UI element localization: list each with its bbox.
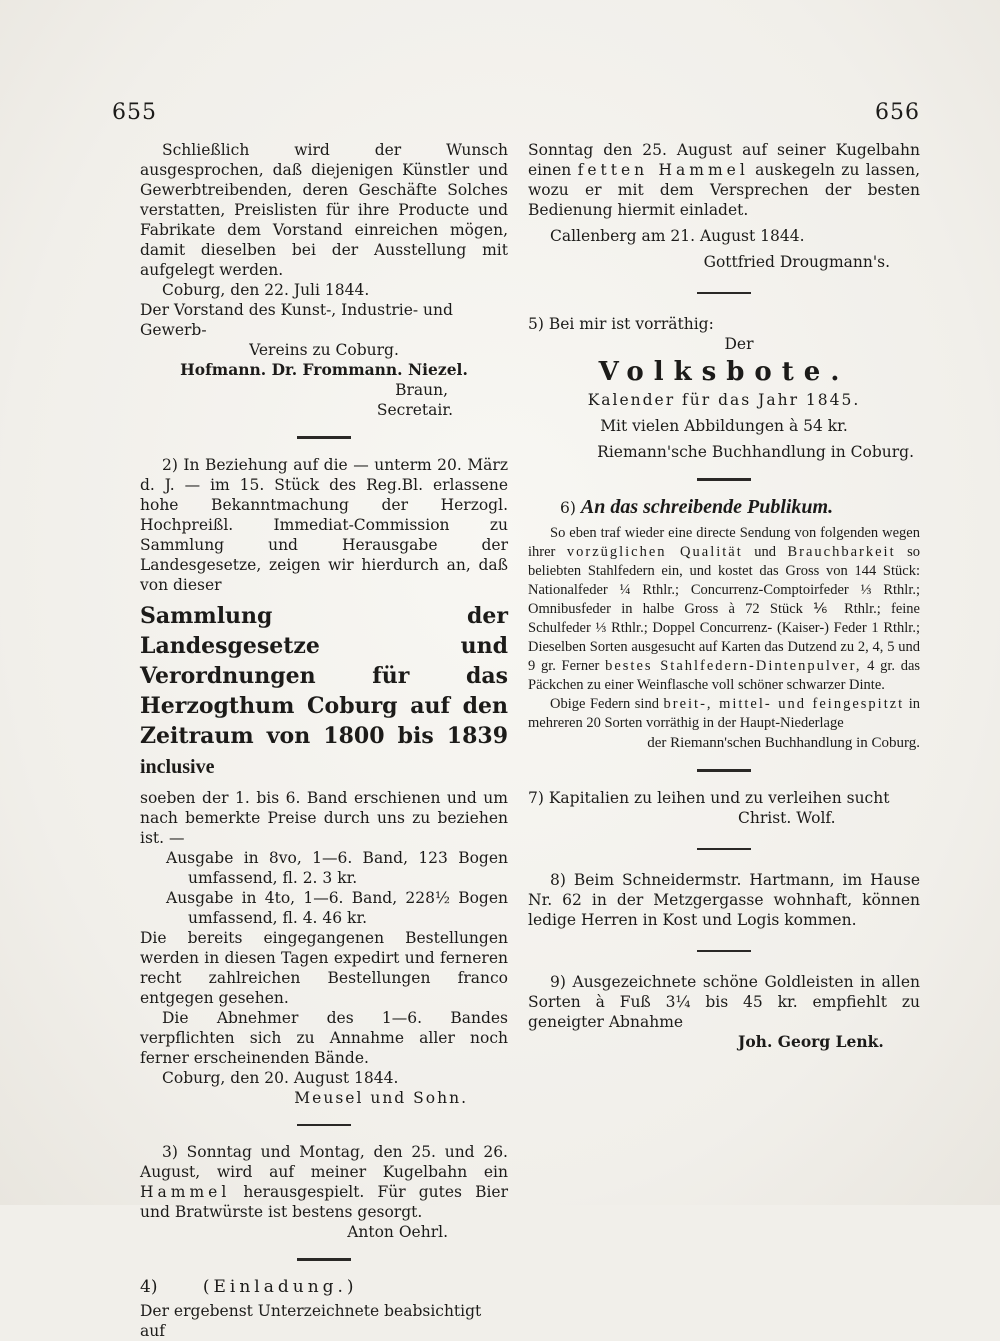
- signatory-braun: Braun,: [395, 381, 448, 399]
- intro-paragraph: Schließlich wird der Wunsch ausgesprochen, daß diejenigen Künstler und Gewerbtreibenden, deren Geschäfte Solches verstatten, Preislisten für ihre Producte und Fabrikate dem Vorstand einreichen mögen, damit dieselben bei der Ausstellung mit aufgelegt werden.: [140, 141, 508, 279]
- separator-rule: [297, 1124, 351, 1126]
- separator-rule: [697, 478, 751, 481]
- notice-4-number: 4): [140, 1277, 158, 1297]
- notice-2-buyers: Die Abnehmer des 1—6. Bandes verpflichten sich zu Annahme aller noch ferner erscheinenden Bände.: [140, 1009, 508, 1067]
- date-coburg-july: Coburg, den 22. Juli 1844.: [162, 281, 370, 299]
- notice-2-title-text: Sammlung der Landesgesetze und Verordnungen für das Herzogthum Coburg auf den Zeitraum von 1800 bis 1839: [140, 603, 508, 749]
- notice-6-heading-line: [528, 497, 920, 518]
- notice-6-para-2: [528, 695, 920, 733]
- notice-3-text-post: herausgespielt. Für gutes Bier und Bratwürste ist bestens gesorgt.: [140, 1183, 508, 1221]
- continuation-text: [528, 140, 920, 220]
- notice-7-signature: Christ. Wolf.: [738, 809, 836, 827]
- notice-4-heading-line: [140, 1277, 508, 1297]
- notice-2-edition-4to: Ausgabe in 4to, 1—6. Band, 228½ Bogen umfassend, fl. 4. 46 kr.: [166, 889, 508, 927]
- notice-3-text: [140, 1142, 508, 1222]
- notice-6-heading: An das schreibende Publikum.: [580, 496, 834, 518]
- notice-2-after-title: soeben der 1. bis 6. Band erschienen und um nach bemerkte Preise durch uns zu beziehen ist. —: [140, 789, 508, 847]
- notice-5-der: Der: [724, 335, 754, 353]
- notice-5-title: Volksbote.: [598, 357, 850, 387]
- notice-7-text: 7) Kapitalien zu leihen und zu verleihen sucht: [528, 789, 890, 807]
- separator-rule: [697, 848, 751, 850]
- continuation-text-pre: Sonntag den 25. August auf seiner Kugelbahn einen: [528, 141, 920, 179]
- notice-2-title-latin: inclusive: [140, 756, 215, 778]
- notice-6-signature: der Riemann'schen Buchhandlung in Coburg.: [647, 735, 920, 751]
- notice-2-title: [140, 601, 508, 782]
- notice-3-text-spaced: Hammel: [140, 1183, 231, 1201]
- notice-6-number: 6): [560, 499, 576, 517]
- notice-6-para-1-b: und: [754, 544, 776, 560]
- notice-8-text: 8) Beim Schneidermstr. Hartmann, im Hause Nr. 62 in der Metzgergasse wohnhaft, können ledige Herren in Kost und Logis kommen.: [528, 871, 920, 929]
- notice-3-text-pre: 3) Sonntag und Montag, den 25. und 26. August, wird auf meiner Kugelbahn ein: [140, 1143, 508, 1181]
- notice-2-intro: 2) In Beziehung auf die — unterm 20. März d. J. — im 15. Stück des Reg.Bl. erlassene hohe Bekanntmachung der Herzogl. Hochpreißl. Immediat-Commission zu Sammlung und Herausgabe der Landesgesetze, zeigen wir hierdurch an, daß von dieser: [140, 456, 508, 594]
- notice-9-signature: Joh. Georg Lenk.: [738, 1032, 884, 1051]
- signatory-secretair: Secretair.: [376, 401, 453, 419]
- separator-rule: [297, 436, 351, 439]
- notice-5-detail: Mit vielen Abbildungen à 54 kr.: [600, 417, 848, 435]
- notice-6-para-1-spaced-2: Brauchbarkeit: [787, 544, 896, 560]
- page-number-right: 656: [875, 100, 920, 125]
- signatories-line: Hofmann. Dr. Frommann. Niezel.: [180, 360, 468, 379]
- separator-rule: [297, 1258, 351, 1261]
- notice-6-para-1-a: So eben traf wieder eine directe Sendung von folgenden wegen ihrer: [528, 525, 920, 560]
- notice-6-para-2-spaced: breit-, mittel- und feingespitzt: [663, 696, 905, 712]
- page-number-left: 655: [112, 100, 157, 125]
- continuation-text-post: auskegeln zu lassen, wozu er mit dem Versprechen der besten Bedienung hiermit einladet.: [528, 161, 920, 219]
- notice-5-signature: Riemann'sche Buchhandlung in Coburg.: [597, 443, 914, 461]
- notice-2-date: Coburg, den 20. August 1844.: [162, 1069, 399, 1087]
- notice-2-orders: Die bereits eingegangenen Bestellungen werden in diesen Tagen expedirt und ferneren recht zahlreichen Bestellungen franco entgegen gesehen.: [140, 929, 508, 1007]
- separator-rule: [697, 292, 751, 294]
- notice-6-para-1-spaced-3: bestes Stahlfedern-Dintenpulver,: [605, 658, 862, 674]
- notice-6-para-1: [528, 524, 920, 695]
- notice-6-para-1-d: 4 gr. das Päckchen zu einer Weinflasche voll schöner schwarzer Dinte.: [528, 658, 921, 693]
- notice-5-intro: 5) Bei mir ist vorräthig:: [528, 315, 714, 333]
- notice-4-heading: (Einladung.): [202, 1277, 358, 1297]
- continuation-date: Callenberg am 21. August 1844.: [550, 227, 805, 245]
- continuation-text-spaced: fetten Hammel: [577, 161, 749, 179]
- notice-6-para-1-c: so beliebten Stahlfedern ein, und kostet das Gross von 144 Stück: Nationalfeder ¼ Rthlr.; Concurrenz-Comptoirfeder ⅓ Rthlr.; Omnibusfeder in halbe Gross à 72 Stück ⅙ Rthlr.; feine Schulfeder ⅓ Rthlr.; Doppel Concurrenz- (Kaiser-) Feder 1 Rthlr.; Dieselben Sorten ausgesucht auf Karten das Dutzend zu 2, 4, 5 und 9 gr. Ferner: [528, 544, 920, 674]
- notice-5-subtitle: Kalender für das Jahr 1845.: [587, 391, 861, 409]
- separator-rule: [697, 769, 751, 772]
- notice-9-text: 9) Ausgezeichnete schöne Goldleisten in allen Sorten à Fuß 3¼ bis 45 kr. empfiehlt zu geneigter Abnahme: [528, 973, 920, 1031]
- org-line-1: Der Vorstand des Kunst-, Industrie- und Gewerb-: [140, 301, 453, 339]
- right-column: [528, 140, 920, 1052]
- left-column: [140, 140, 508, 1341]
- notice-2-signature: Meusel und Sohn.: [294, 1089, 468, 1107]
- continuation-signature: Gottfried Drougmann's.: [703, 253, 890, 271]
- notice-4-text: Der ergebenst Unterzeichnete beabsichtigt auf: [140, 1302, 482, 1340]
- org-line-2: Vereins zu Coburg.: [249, 341, 399, 359]
- notice-6-para-1-spaced-1: vorzüglichen Qualität: [566, 544, 743, 560]
- notice-6-para-2-b: in mehreren 20 Sorten vorräthig in der Haupt-Niederlage: [528, 696, 921, 731]
- notice-2-edition-8vo: Ausgabe in 8vo, 1—6. Band, 123 Bogen umfassend, fl. 2. 3 kr.: [166, 849, 508, 887]
- separator-rule: [697, 950, 751, 952]
- notice-3-signature: Anton Oehrl.: [347, 1223, 448, 1241]
- notice-6-para-2-a: Obige Federn sind: [550, 696, 659, 712]
